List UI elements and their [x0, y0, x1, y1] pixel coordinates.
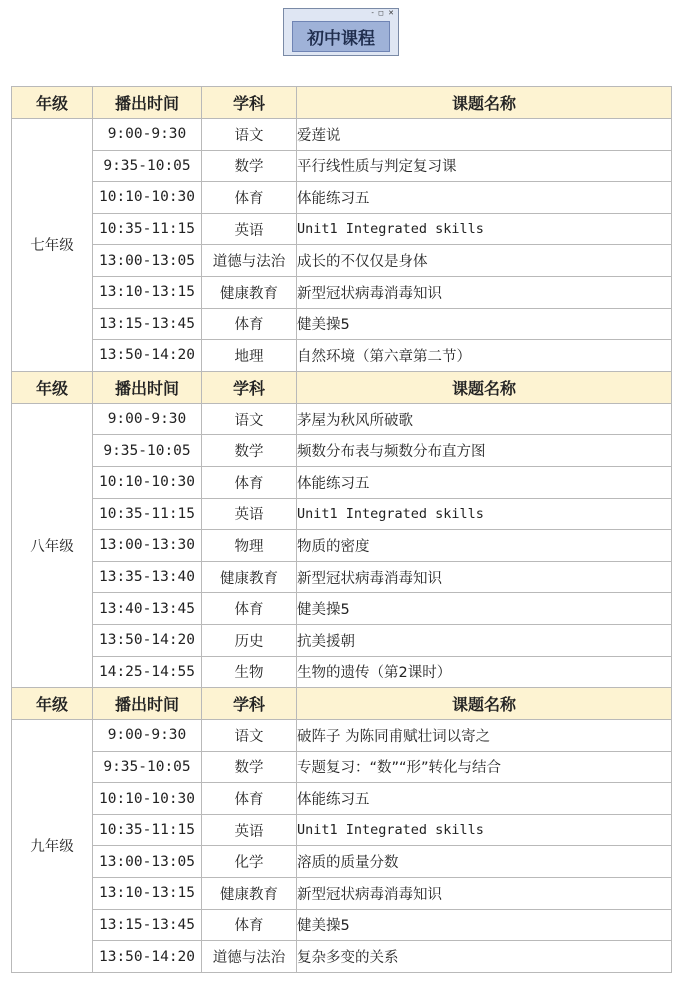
time-cell: 13:50-14:20 [93, 941, 202, 973]
table-row [12, 656, 672, 688]
topic-cell: 复杂多变的关系 [297, 941, 672, 973]
topic-cell: 平行线性质与判定复习课 [297, 150, 672, 182]
time-cell: 9:35-10:05 [93, 435, 202, 467]
topic-cell: 体能练习五 [297, 182, 672, 214]
time-cell: 10:35-11:15 [93, 213, 202, 245]
header-subject: 学科 [202, 87, 297, 119]
table-row [12, 561, 672, 593]
time-cell: 10:35-11:15 [93, 814, 202, 846]
topic-cell: 茅屋为秋风所破歌 [297, 403, 672, 435]
window-controls[interactable]: - ◻ ✕ [371, 9, 395, 17]
subject-cell: 数学 [202, 150, 297, 182]
time-cell: 10:10-10:30 [93, 182, 202, 214]
topic-cell: 频数分布表与频数分布直方图 [297, 435, 672, 467]
subject-cell: 健康教育 [202, 561, 297, 593]
table-row [12, 909, 672, 941]
header-topic: 课题名称 [297, 688, 672, 720]
table-row [12, 530, 672, 562]
header-subject: 学科 [202, 371, 297, 403]
topic-cell: 爱莲说 [297, 119, 672, 151]
topic-cell: 健美操5 [297, 909, 672, 941]
topic-cell: 健美操5 [297, 308, 672, 340]
subject-cell: 语文 [202, 720, 297, 752]
subject-cell: 健康教育 [202, 276, 297, 308]
table-row [12, 466, 672, 498]
title-window [283, 8, 399, 56]
subject-cell: 数学 [202, 751, 297, 783]
table-row [12, 814, 672, 846]
time-cell: 13:35-13:40 [93, 561, 202, 593]
table-row [12, 150, 672, 182]
subject-cell: 数学 [202, 435, 297, 467]
table-row [12, 720, 672, 752]
subject-cell: 健康教育 [202, 878, 297, 910]
topic-cell: 溶质的质量分数 [297, 846, 672, 878]
schedule-table [11, 86, 672, 973]
topic-cell: 自然环境（第六章第二节） [297, 340, 672, 372]
header-row [12, 87, 672, 119]
subject-cell: 道德与法治 [202, 245, 297, 277]
topic-cell: 新型冠状病毒消毒知识 [297, 561, 672, 593]
time-cell: 13:15-13:45 [93, 308, 202, 340]
subject-cell: 体育 [202, 308, 297, 340]
time-cell: 9:00-9:30 [93, 119, 202, 151]
subject-cell: 道德与法治 [202, 941, 297, 973]
time-cell: 13:00-13:05 [93, 846, 202, 878]
subject-cell: 语文 [202, 403, 297, 435]
header-grade: 年级 [12, 688, 93, 720]
topic-cell: 新型冠状病毒消毒知识 [297, 878, 672, 910]
topic-cell: 体能练习五 [297, 466, 672, 498]
time-cell: 13:10-13:15 [93, 878, 202, 910]
table-row [12, 245, 672, 277]
topic-cell: 新型冠状病毒消毒知识 [297, 276, 672, 308]
time-cell: 10:10-10:30 [93, 466, 202, 498]
topic-cell: 成长的不仅仅是身体 [297, 245, 672, 277]
table-row [12, 941, 672, 973]
time-cell: 9:35-10:05 [93, 751, 202, 783]
time-cell: 9:00-9:30 [93, 720, 202, 752]
header-subject: 学科 [202, 688, 297, 720]
table-row [12, 276, 672, 308]
subject-cell: 历史 [202, 624, 297, 656]
time-cell: 13:00-13:05 [93, 245, 202, 277]
header-topic: 课题名称 [297, 87, 672, 119]
table-row [12, 783, 672, 815]
subject-cell: 英语 [202, 213, 297, 245]
grade-cell: 八年级 [12, 403, 93, 687]
page-title: 初中课程 [292, 21, 390, 52]
table-row [12, 751, 672, 783]
subject-cell: 体育 [202, 909, 297, 941]
table-row [12, 182, 672, 214]
subject-cell: 英语 [202, 814, 297, 846]
topic-cell: 抗美援朝 [297, 624, 672, 656]
subject-cell: 物理 [202, 530, 297, 562]
subject-cell: 语文 [202, 119, 297, 151]
table-row [12, 846, 672, 878]
table-row [12, 308, 672, 340]
time-cell: 13:50-14:20 [93, 624, 202, 656]
topic-cell: 破阵子 为陈同甫赋壮词以寄之 [297, 720, 672, 752]
header-row [12, 688, 672, 720]
subject-cell: 英语 [202, 498, 297, 530]
time-cell: 10:10-10:30 [93, 783, 202, 815]
time-cell: 13:15-13:45 [93, 909, 202, 941]
time-cell: 14:25-14:55 [93, 656, 202, 688]
table-row [12, 593, 672, 625]
time-cell: 13:50-14:20 [93, 340, 202, 372]
table-row [12, 213, 672, 245]
time-cell: 10:35-11:15 [93, 498, 202, 530]
topic-cell: 体能练习五 [297, 783, 672, 815]
table-row [12, 878, 672, 910]
header-time: 播出时间 [93, 688, 202, 720]
table-row [12, 340, 672, 372]
topic-cell: Unit1 Integrated skills [297, 498, 672, 530]
topic-cell: 专题复习：“数”“形”转化与结合 [297, 751, 672, 783]
header-grade: 年级 [12, 371, 93, 403]
subject-cell: 体育 [202, 466, 297, 498]
subject-cell: 体育 [202, 783, 297, 815]
subject-cell: 化学 [202, 846, 297, 878]
header-time: 播出时间 [93, 371, 202, 403]
header-row [12, 371, 672, 403]
topic-cell: 生物的遗传（第2课时） [297, 656, 672, 688]
header-grade: 年级 [12, 87, 93, 119]
topic-cell: Unit1 Integrated skills [297, 814, 672, 846]
grade-cell: 七年级 [12, 119, 93, 372]
time-cell: 13:10-13:15 [93, 276, 202, 308]
time-cell: 9:00-9:30 [93, 403, 202, 435]
table-row [12, 403, 672, 435]
table-row [12, 498, 672, 530]
table-row [12, 435, 672, 467]
time-cell: 13:00-13:30 [93, 530, 202, 562]
topic-cell: 物质的密度 [297, 530, 672, 562]
subject-cell: 地理 [202, 340, 297, 372]
topic-cell: 健美操5 [297, 593, 672, 625]
time-cell: 9:35-10:05 [93, 150, 202, 182]
table-row [12, 119, 672, 151]
header-time: 播出时间 [93, 87, 202, 119]
time-cell: 13:40-13:45 [93, 593, 202, 625]
subject-cell: 生物 [202, 656, 297, 688]
subject-cell: 体育 [202, 593, 297, 625]
table-row [12, 624, 672, 656]
header-topic: 课题名称 [297, 371, 672, 403]
grade-cell: 九年级 [12, 720, 93, 973]
topic-cell: Unit1 Integrated skills [297, 213, 672, 245]
subject-cell: 体育 [202, 182, 297, 214]
